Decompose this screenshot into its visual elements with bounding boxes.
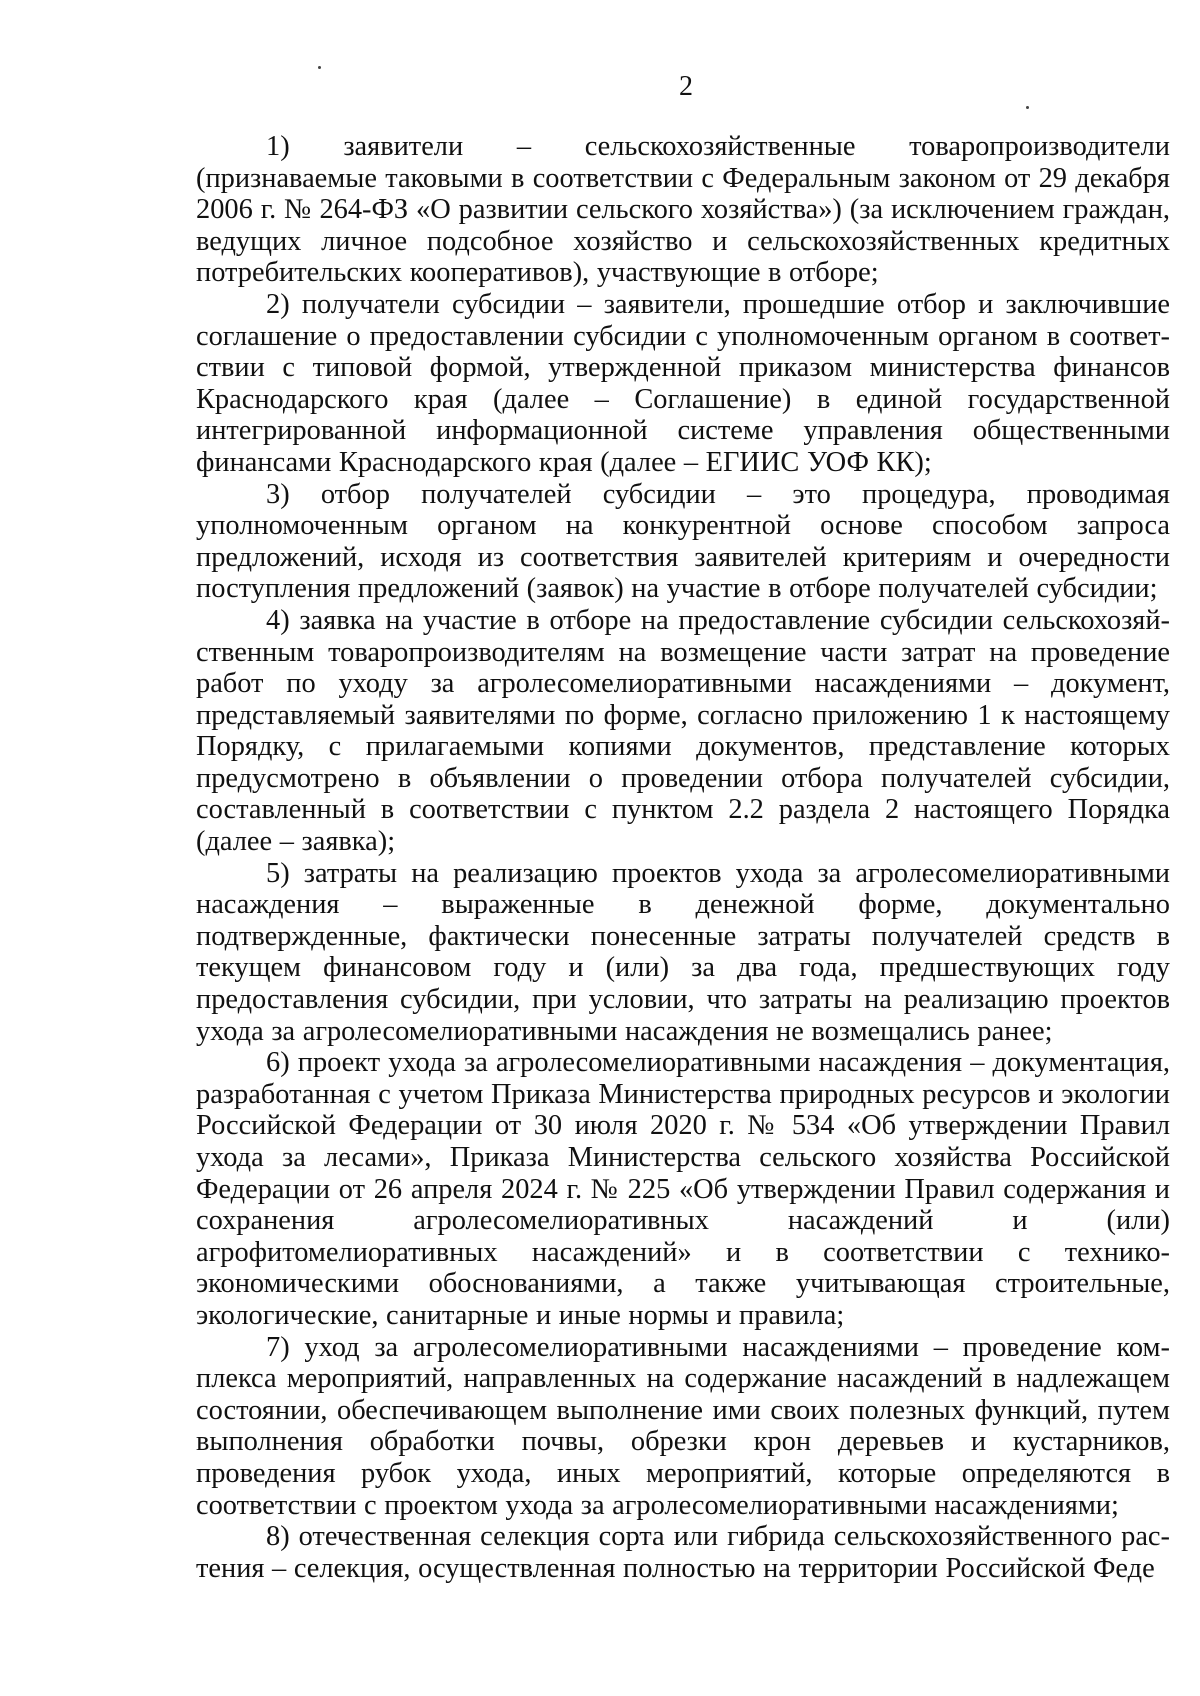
- paragraph-8-domestic-selection: 8) отечественная селекция сорта или гибрида сельскохозяйственного растения – селекция, осуществленная полностью на территории Российской Феде: [196, 1521, 1170, 1584]
- paragraph-5-costs: 5) затраты на реализацию проектов ухода за агролесомелиоративными насаждения – выраженные в денежной форме, документально подтвержденные, фактически понесенные затраты получателей средств в текущем финансовом году и (или) за два года, предшествующих году предоставления субсидии, при условии, что затраты на реализацию проектов ухода за агролесомелиоративными насаждения не возмещались ранее;: [196, 857, 1170, 1047]
- paragraph-6-care-project: 6) проект ухода за агролесомелиоративными насаждения – документация, разработанная с учетом Приказа Министерства природных ресурсов и экологии Российской Федерации от 30 июля 2020 г. № 534 «Об утверждении Правил ухода за лесами», Приказа Министерства сельского хозяйства Российской Федерации от 26 апреля 2024 г. № 225 «Об утверждении Правил содержания и сохранения агролесомелиоративных насаждений и (или) агрофитомелиоративных насаждений» и в соответствии с технико-экономическими обоснованиями, а также учитывающая строительные, экологические, санитарные и иные нормы и правила;: [196, 1047, 1170, 1331]
- page-number: 2: [679, 71, 693, 102]
- document-body: [196, 131, 1170, 1584]
- scan-speck: [1026, 106, 1029, 109]
- paragraph-4-application: 4) заявка на участие в отборе на предоставление субсидии сельскохозяйственным товаропроизводителям на возмещение части затрат на проведение работ по уходу за агролесомелиоративными насаждениями – документ, представляемый заявителями по форме, согласно приложению 1 к настоящему Порядку, с прилагаемыми копиями документов, представление которых предусмотрено в объявлении о проведении отбора получателей субсидии, составленный в соответствии с пунктом 2.2 раздела 2 настоящего Порядка (далее – заявка);: [196, 604, 1170, 858]
- scan-speck: [318, 66, 321, 69]
- paragraph-3-recipient-selection: 3) отбор получателей субсидии – это процедура, проводимая уполномоченным органом на конкурентной основе способом запроса предложений, исходя из соответствия заявителей критериям и очередности поступления предложений (заявок) на участие в отборе получателей субсидии;: [196, 478, 1170, 605]
- paragraph-1-applicants: 1) заявители – сельскохозяйственные товаропроизводители (признаваемые таковыми в соответствии с Федеральным законом от 29 декабря 2006 г. № 264-ФЗ «О развитии сельского хозяйства») (за исключением граждан, ведущих личное подсобное хозяйство и сельскохозяйственных кредитных потребительских кооперативов), участвующие в отборе;: [196, 131, 1170, 289]
- paragraph-7-plantation-care: 7) уход за агролесомелиоративными насаждениями – проведение комплекса мероприятий, направленных на содержание насаждений в надлежащем состоянии, обеспечивающем выполнение ими своих полезных функций, путем выполнения обработки почвы, обрезки крон деревьев и кустарников, проведения рубок ухода, иных мероприятий, которые определяются в соответствии с проектом ухода за агролесомелиоративными насаждениями;: [196, 1331, 1170, 1521]
- paragraph-2-subsidy-recipients: 2) получатели субсидии – заявители, прошедшие отбор и заключившие соглашение о предоставлении субсидии с уполномоченным органом в соответствии с типовой формой, утвержденной приказом министерства финансов Краснодарского края (далее – Соглашение) в единой государственной интегрированной информационной системе управления общественными финансами Краснодарского края (далее – ЕГИИС УОФ КК);: [196, 288, 1170, 478]
